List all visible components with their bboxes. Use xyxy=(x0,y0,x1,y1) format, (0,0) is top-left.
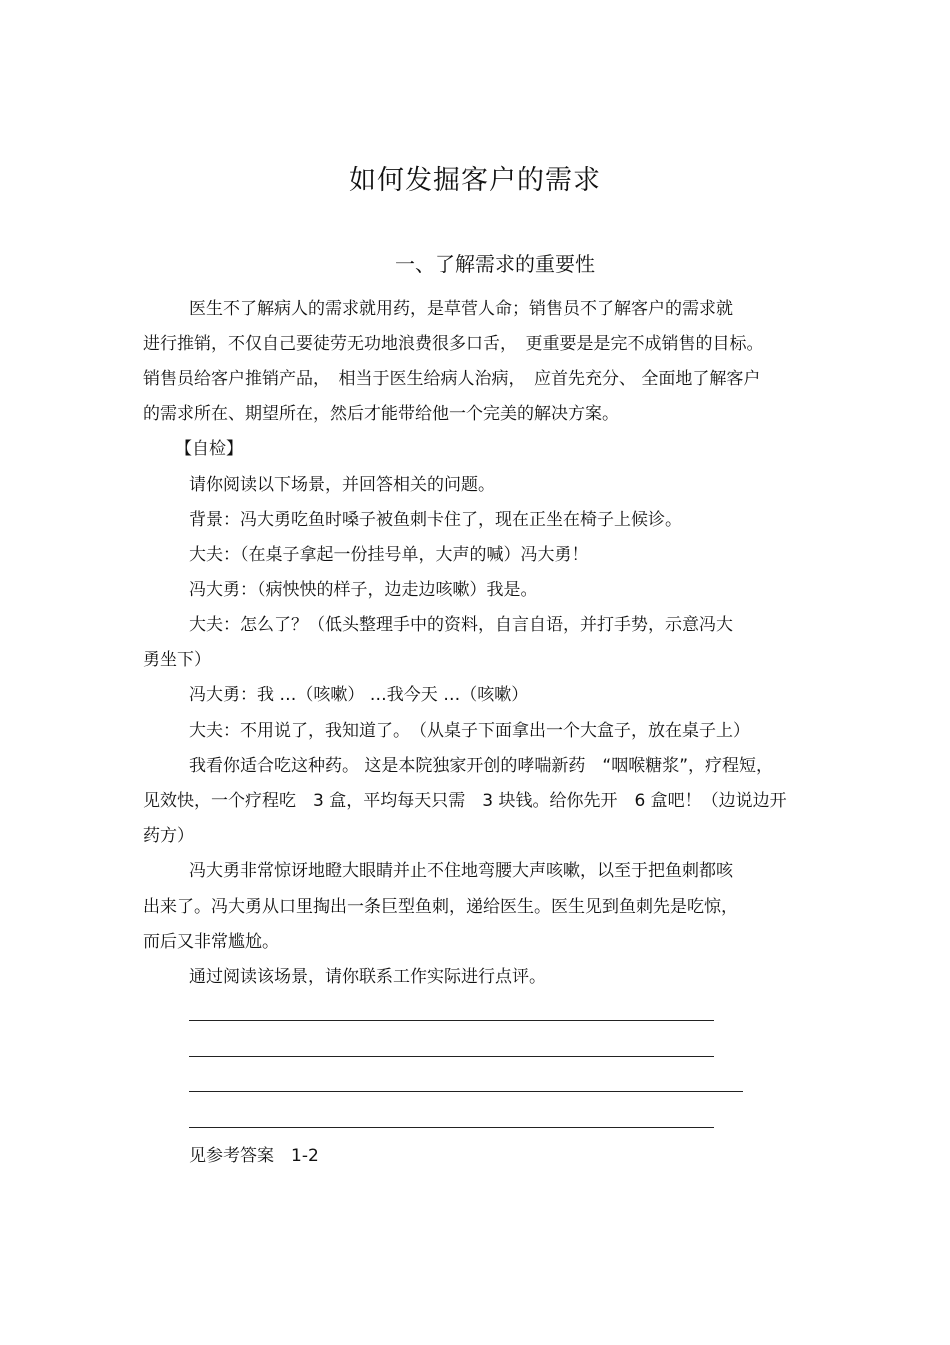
answer-blank-line[interactable] xyxy=(189,1020,714,1021)
dialogue-line: 冯大勇：我 …（咳嗽） …我今天 …（咳嗽） xyxy=(189,685,529,705)
dialogue-line: 大夫：（在桌子拿起一份挂号单，大声的喊）冯大勇！ xyxy=(189,545,589,565)
page-title: 如何发掘客户的需求 xyxy=(349,165,601,196)
dialogue-line: 药方） xyxy=(143,826,194,846)
paragraph-line: 进行推销，不仅自己要徒劳无功地浪费很多口舌， 更重要是是完不成销售的目标。 xyxy=(143,334,764,354)
paragraph-line: 医生不了解病人的需求就用药，是草菅人命；销售员不了解客户的需求就 xyxy=(189,299,733,319)
dialogue-line: 勇坐下） xyxy=(143,650,211,670)
answer-reference: 见参考答案 1-2 xyxy=(189,1146,319,1166)
dialogue-line: 大夫：不用说了，我知道了。 （从桌子下面拿出一个大盒子，放在桌子上） xyxy=(189,721,750,741)
answer-blank-line[interactable] xyxy=(189,1091,743,1092)
dialogue-line: 见效快，一个疗程吃 3 盒，平均每天只需 3 块钱。给你先开 6 盒吧！（边说边开 xyxy=(143,791,787,811)
dialogue-line: 大夫：怎么了？（低头整理手中的资料，自言自语，并打手势，示意冯大 xyxy=(189,615,733,635)
answer-blank-line[interactable] xyxy=(189,1056,714,1057)
self-check-label: 【自检】 xyxy=(175,439,243,459)
paragraph-line: 背景：冯大勇吃鱼时嗓子被鱼刺卡住了，现在正坐在椅子上候诊。 xyxy=(189,510,682,530)
dialogue-line: 冯大勇：（病怏怏的样子，边走边咳嗽）我是。 xyxy=(189,580,538,600)
answer-blank-line[interactable] xyxy=(189,1127,714,1128)
paragraph-line: 出来了。冯大勇从口里掏出一条巨型鱼刺，递给医生。医生见到鱼刺先是吃惊， xyxy=(143,897,738,917)
paragraph-line: 冯大勇非常惊讶地瞪大眼睛并止不住地弯腰大声咳嗽，以至于把鱼刺都咳 xyxy=(189,861,733,881)
paragraph-line: 销售员给客户推销产品， 相当于医生给病人治病， 应首先充分、 全面地了解客户 xyxy=(143,369,761,389)
paragraph-line: 而后又非常尴尬。 xyxy=(143,932,279,952)
paragraph-line: 的需求所在、期望所在，然后才能带给他一个完美的解决方案。 xyxy=(143,404,619,424)
question-prompt: 通过阅读该场景，请你联系工作实际进行点评。 xyxy=(189,967,546,987)
paragraph-line: 请你阅读以下场景，并回答相关的问题。 xyxy=(189,475,495,495)
dialogue-line: 我看你适合吃这种药。 这是本院独家开创的哮喘新药 “咽喉糖浆”，疗程短， xyxy=(189,756,774,776)
section-heading: 一、了解需求的重要性 xyxy=(395,252,595,276)
